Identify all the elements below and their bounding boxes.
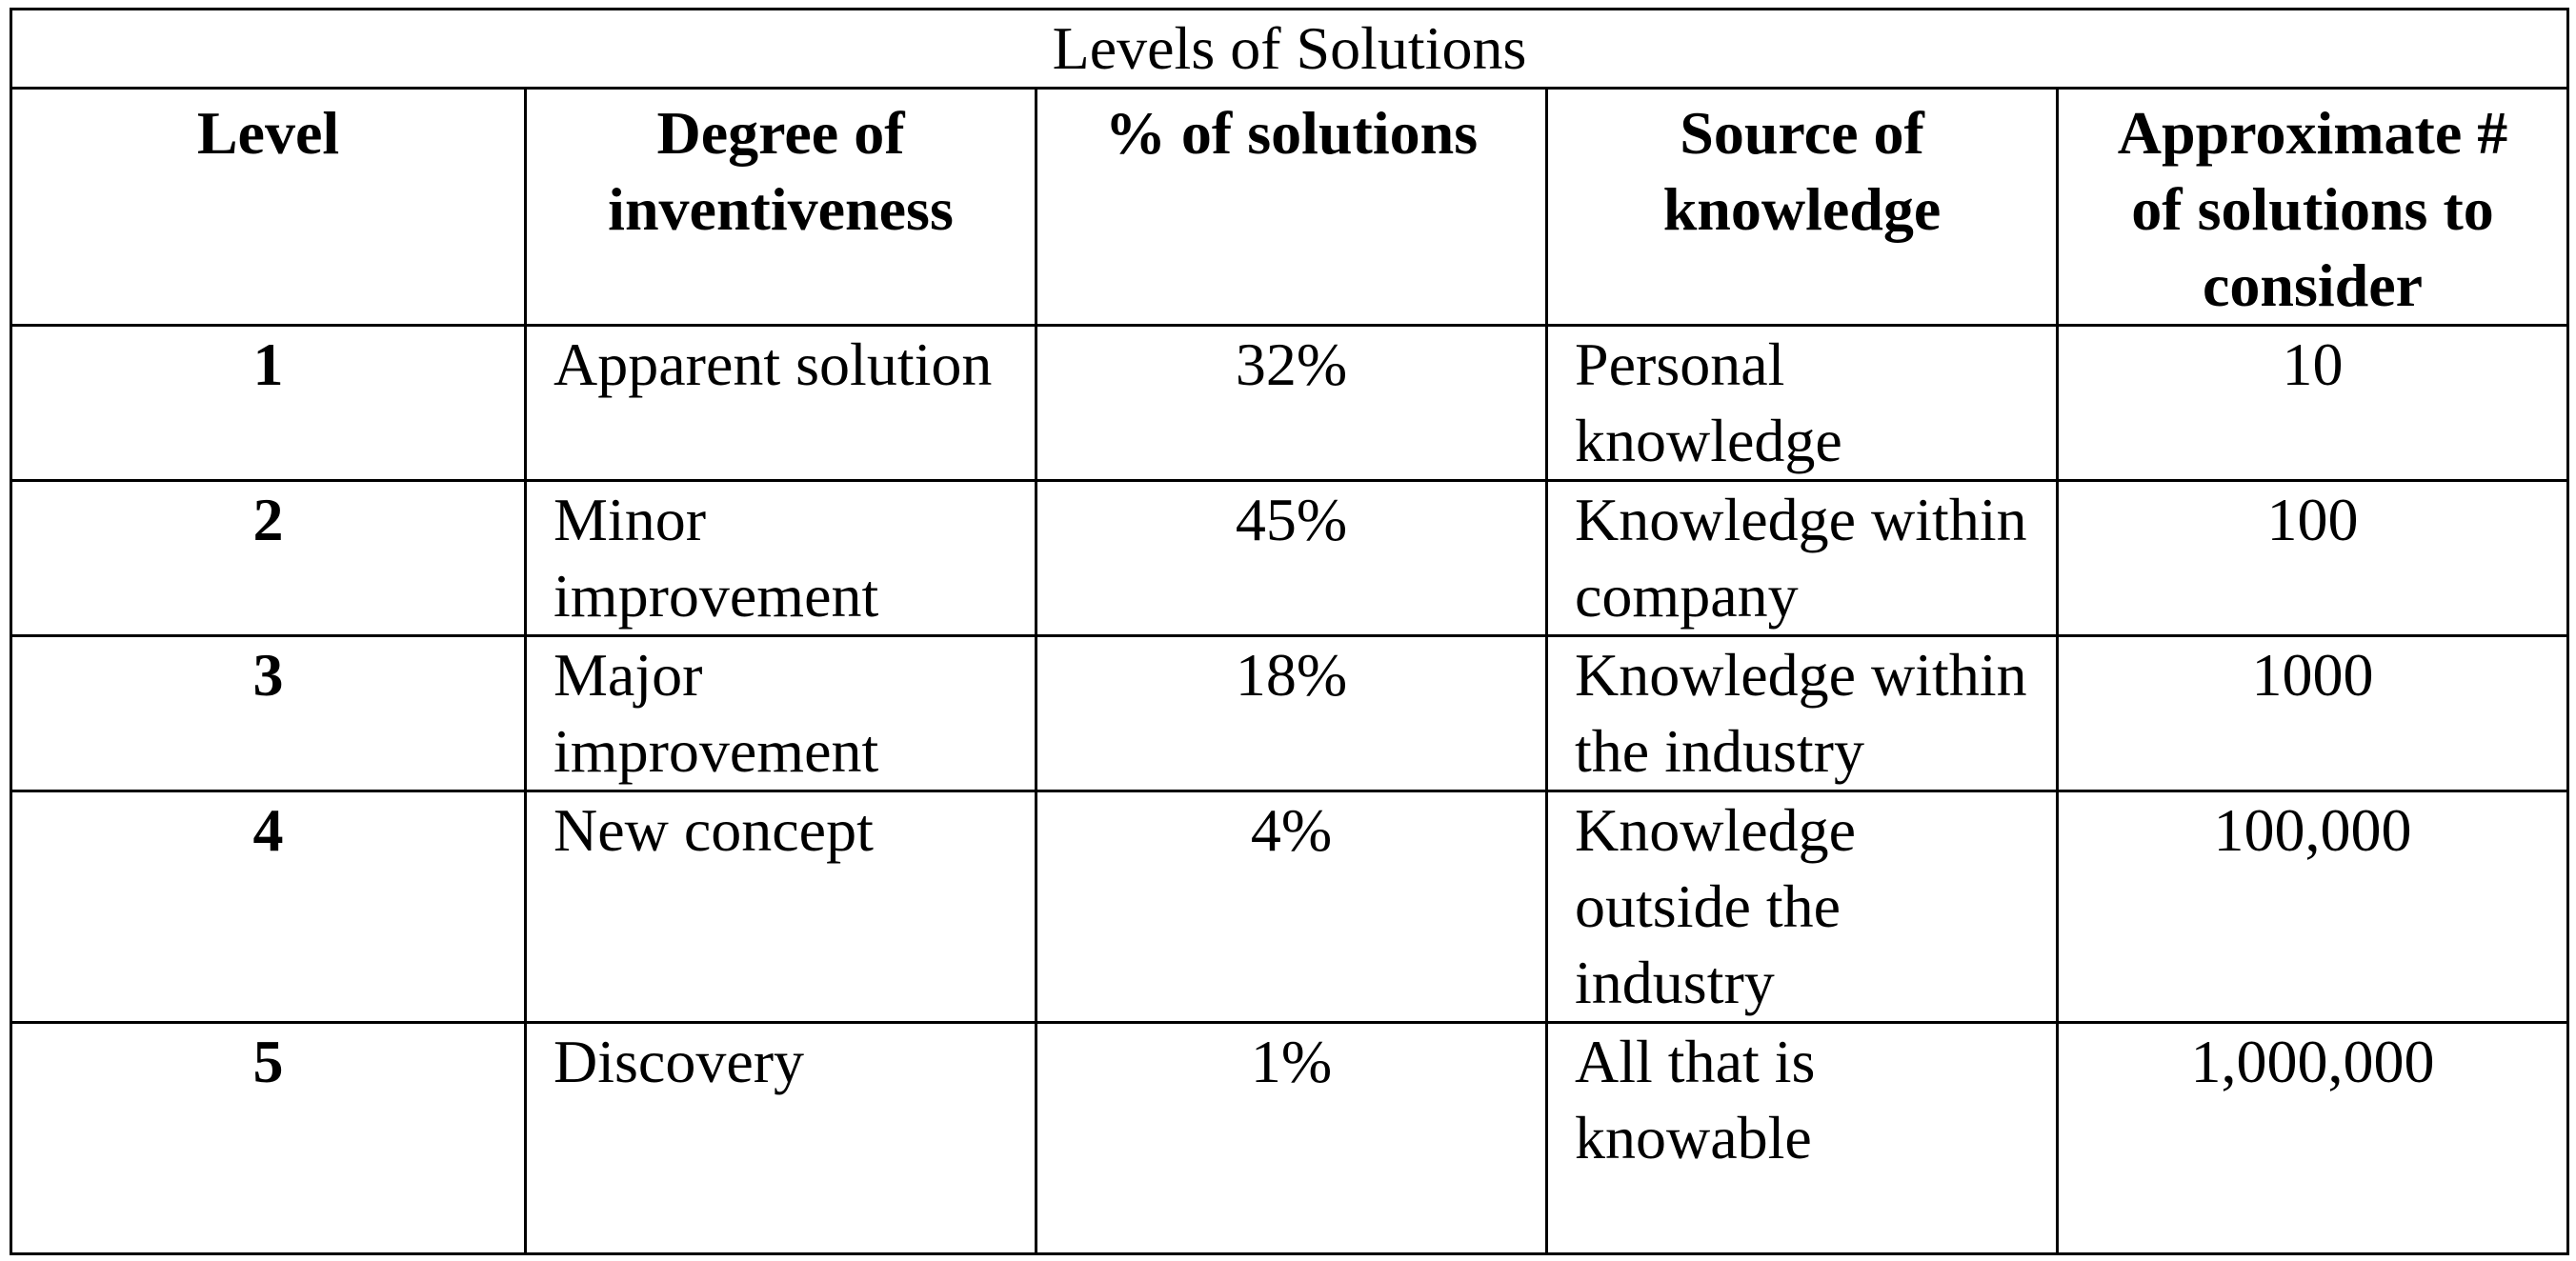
cell-source: Personal knowledge bbox=[1547, 326, 2058, 481]
header-approx: Approximate # of solutions to consider bbox=[2058, 89, 2568, 326]
cell-degree: Discovery bbox=[526, 1023, 1036, 1254]
table-row bbox=[11, 636, 2568, 791]
cell-approx: 10 bbox=[2058, 326, 2568, 481]
cell-level: 3 bbox=[11, 636, 526, 791]
table-row bbox=[11, 326, 2568, 481]
table-row bbox=[11, 791, 2568, 1023]
cell-approx: 100,000 bbox=[2058, 791, 2568, 1023]
cell-level: 4 bbox=[11, 791, 526, 1023]
cell-source: All that is knowable bbox=[1547, 1023, 2058, 1254]
cell-degree: Major improvement bbox=[526, 636, 1036, 791]
cell-level: 5 bbox=[11, 1023, 526, 1254]
cell-approx: 1000 bbox=[2058, 636, 2568, 791]
cell-percent: 1% bbox=[1036, 1023, 1547, 1254]
table-title: Levels of Solutions bbox=[11, 10, 2568, 89]
cell-level: 2 bbox=[11, 481, 526, 636]
header-degree: Degree of inventiveness bbox=[526, 89, 1036, 326]
header-level: Level bbox=[11, 89, 526, 326]
cell-percent: 32% bbox=[1036, 326, 1547, 481]
cell-source: Knowledge within company bbox=[1547, 481, 2058, 636]
table-row bbox=[11, 481, 2568, 636]
header-row bbox=[11, 89, 2568, 326]
cell-percent: 45% bbox=[1036, 481, 1547, 636]
levels-of-solutions-table bbox=[10, 8, 2569, 1255]
cell-degree: Minor improvement bbox=[526, 481, 1036, 636]
cell-source: Knowledge outside the industry bbox=[1547, 791, 2058, 1023]
cell-percent: 18% bbox=[1036, 636, 1547, 791]
cell-approx: 100 bbox=[2058, 481, 2568, 636]
cell-approx: 1,000,000 bbox=[2058, 1023, 2568, 1254]
cell-degree: New concept bbox=[526, 791, 1036, 1023]
cell-level: 1 bbox=[11, 326, 526, 481]
cell-percent: 4% bbox=[1036, 791, 1547, 1023]
header-percent: % of solutions bbox=[1036, 89, 1547, 326]
header-source: Source of knowledge bbox=[1547, 89, 2058, 326]
cell-source: Knowledge within the industry bbox=[1547, 636, 2058, 791]
table-row bbox=[11, 1023, 2568, 1254]
cell-degree: Apparent solution bbox=[526, 326, 1036, 481]
